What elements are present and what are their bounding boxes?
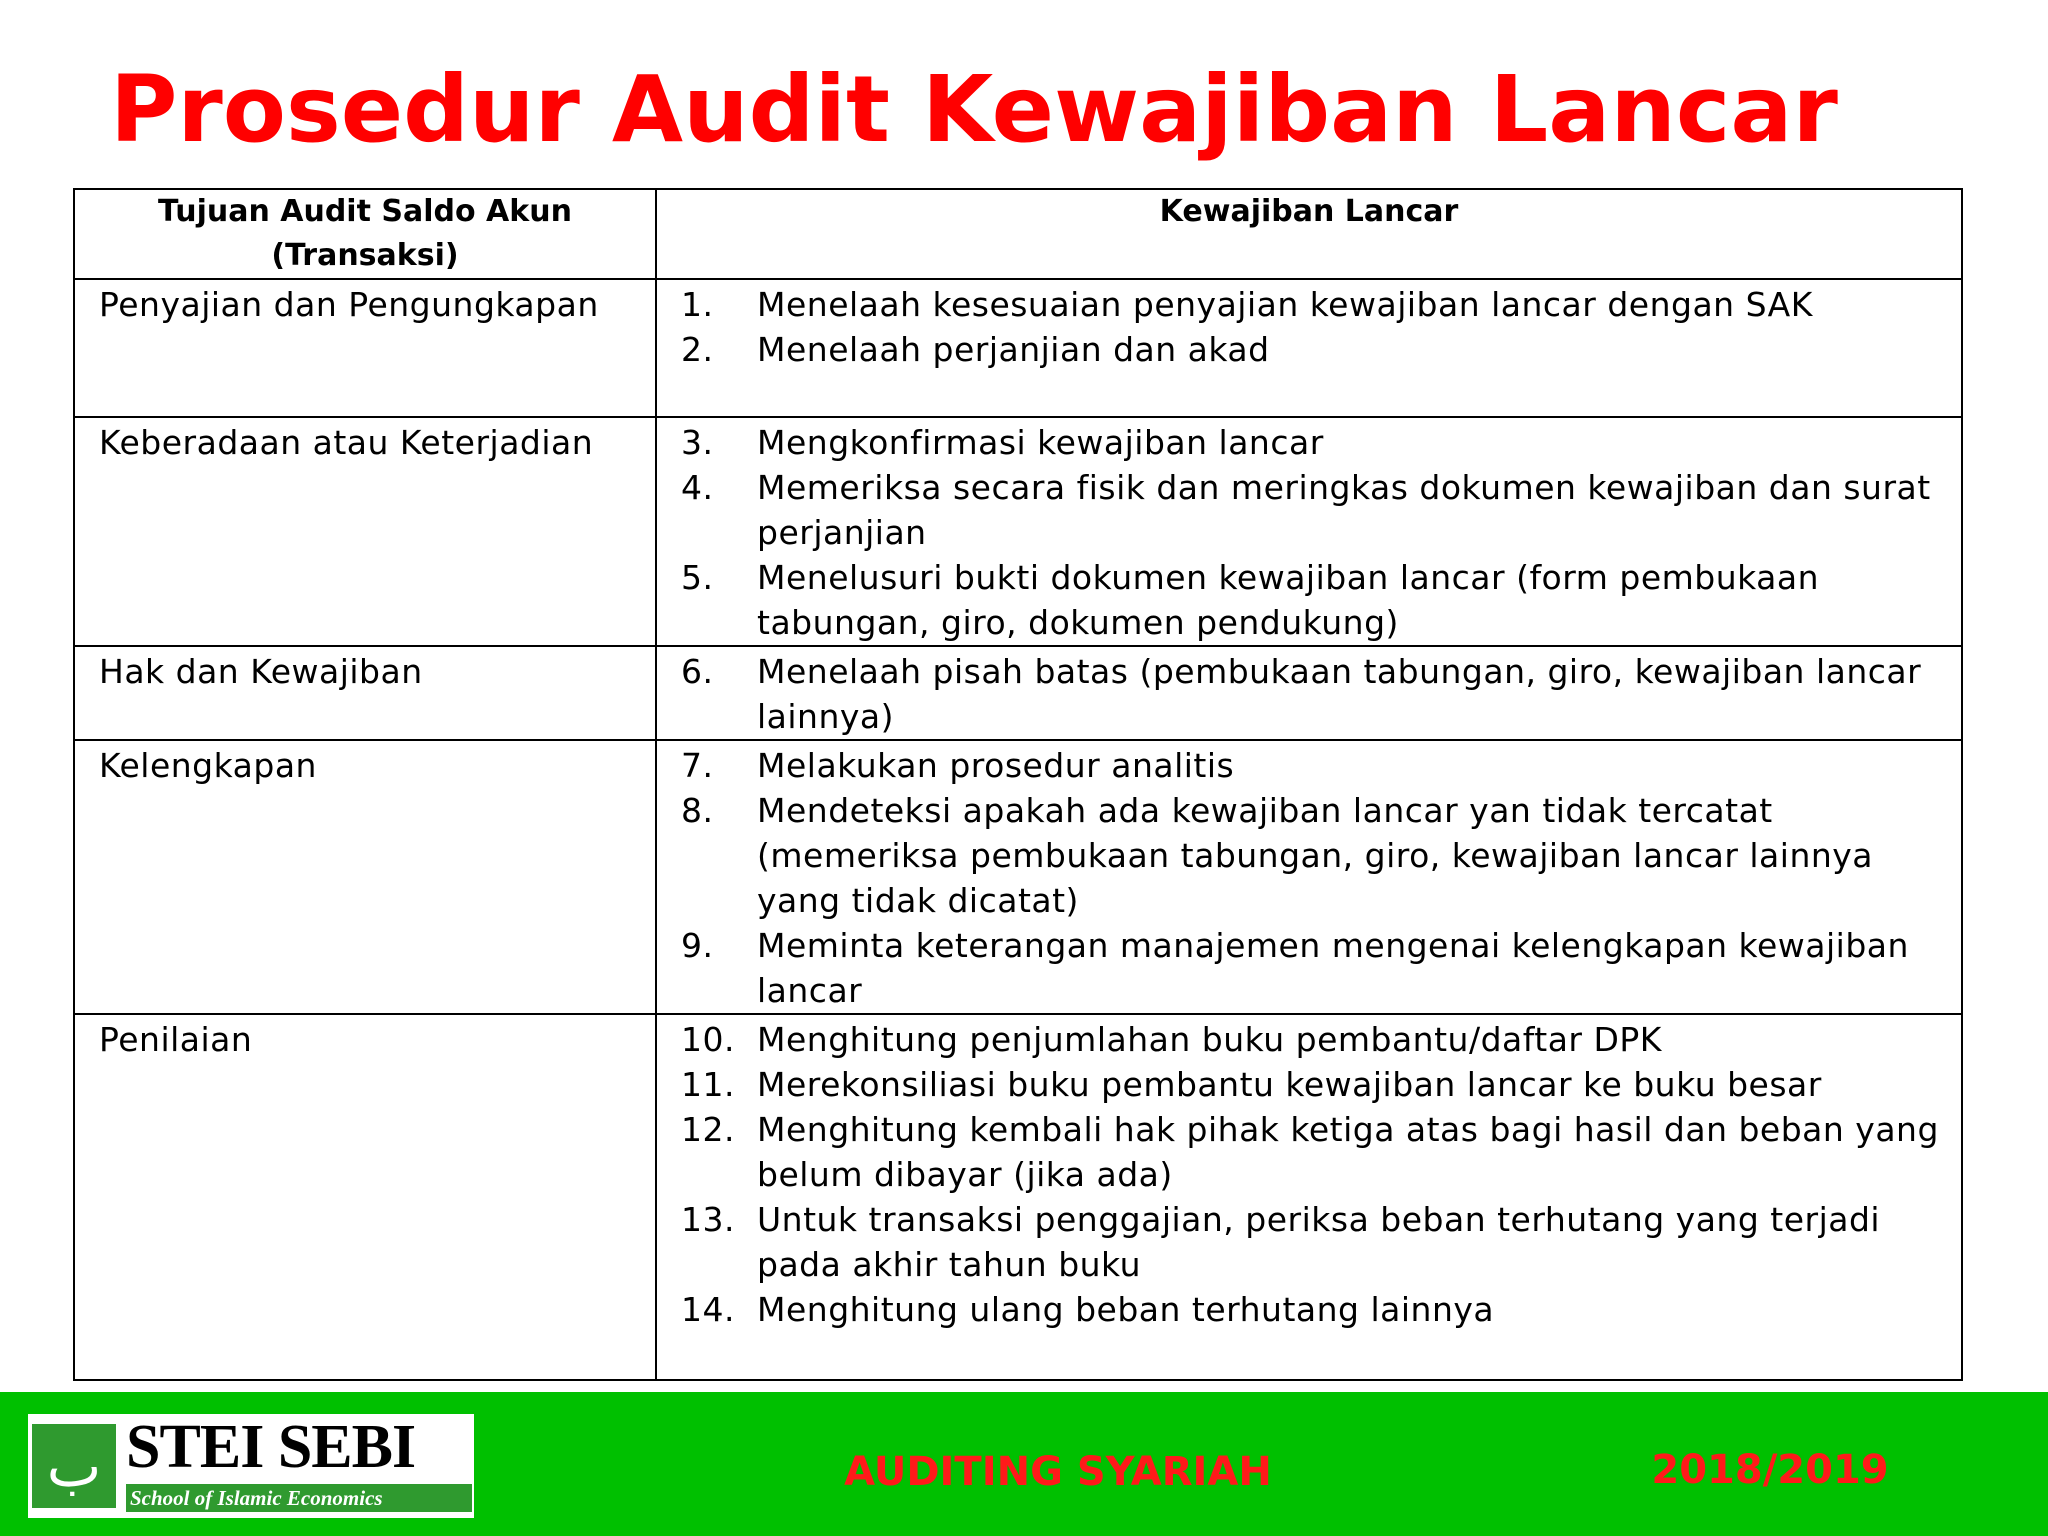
procedure-number: 6. xyxy=(681,652,714,691)
procedure-text: Menelusuri bukti dokumen kewajiban lancar (form pembukaan tabungan, giro, dokumen pendukung) xyxy=(757,558,1820,642)
logo-emblem-icon: ب xyxy=(32,1424,116,1508)
procedure-item xyxy=(681,1062,1953,1107)
procedure-text: Menghitung kembali hak pihak ketiga atas bagi hasil dan beban yang belum dibayar (jika ada) xyxy=(757,1110,1939,1194)
procedure-item xyxy=(681,1017,1953,1062)
procedure-text: Menelaah pisah batas (pembukaan tabungan, giro, kewajiban lancar lainnya) xyxy=(757,652,1922,736)
procedures-cell xyxy=(656,646,1962,740)
table-row xyxy=(74,279,1962,417)
procedure-number: 10. xyxy=(681,1020,735,1059)
procedure-number: 14. xyxy=(681,1290,735,1329)
objective-label: Keberadaan atau Keterjadian xyxy=(99,423,594,462)
procedure-text: Menghitung penjumlahan buku pembantu/daftar DPK xyxy=(757,1020,1662,1059)
procedure-item xyxy=(681,788,1953,923)
footer-bar xyxy=(0,1392,2048,1536)
procedure-list xyxy=(657,647,1961,739)
procedure-item xyxy=(681,1107,1953,1197)
procedures-cell xyxy=(656,1014,1962,1380)
procedures-cell xyxy=(656,740,1962,1014)
procedure-number: 4. xyxy=(681,468,714,507)
procedure-text: Melakukan prosedur analitis xyxy=(757,746,1235,785)
academic-year: 2018/2019 xyxy=(1651,1447,1889,1493)
objective-label: Hak dan Kewajiban xyxy=(99,652,423,691)
procedure-number: 1. xyxy=(681,285,714,324)
objective-cell xyxy=(74,417,656,646)
procedure-item xyxy=(681,923,1953,1013)
procedure-number: 11. xyxy=(681,1065,735,1104)
procedure-text: Menelaah perjanjian dan akad xyxy=(757,330,1270,369)
table-row xyxy=(74,1014,1962,1380)
procedure-number: 9. xyxy=(681,926,714,965)
objective-cell xyxy=(74,279,656,417)
header-objective-line1: Tujuan Audit Saldo Akun xyxy=(158,194,572,229)
institution-logo xyxy=(28,1414,474,1518)
procedure-text: Menghitung ulang beban terhutang lainnya xyxy=(757,1290,1495,1329)
procedure-number: 8. xyxy=(681,791,714,830)
procedure-text: Memeriksa secara fisik dan meringkas dokumen kewajiban dan surat perjanjian xyxy=(757,468,1931,552)
procedure-list xyxy=(657,1015,1961,1332)
procedure-text: Mendeteksi apakah ada kewajiban lancar yan tidak tercatat (memeriksa pembukaan tabungan, giro, kewajiban lancar lainnya yang tidak dicatat) xyxy=(757,791,1874,920)
procedure-item xyxy=(681,282,1953,327)
procedure-text: Meminta keterangan manajemen mengenai kelengkapan kewajiban lancar xyxy=(757,926,1909,1010)
procedure-number: 2. xyxy=(681,330,714,369)
procedure-text: Menelaah kesesuaian penyajian kewajiban lancar dengan SAK xyxy=(757,285,1813,324)
procedure-number: 7. xyxy=(681,746,714,785)
procedure-item xyxy=(681,465,1953,555)
procedure-number: 5. xyxy=(681,558,714,597)
table-header-row xyxy=(74,189,1962,279)
procedure-item xyxy=(681,1287,1953,1332)
procedures-cell xyxy=(656,417,1962,646)
course-name: AUDITING SYARIAH xyxy=(844,1449,1272,1495)
objective-cell xyxy=(74,646,656,740)
procedure-number: 13. xyxy=(681,1200,735,1239)
procedure-number: 12. xyxy=(681,1110,735,1149)
objective-label: Penilaian xyxy=(99,1020,253,1059)
slide-title: Prosedur Audit Kewajiban Lancar xyxy=(110,56,1838,163)
table-row xyxy=(74,646,1962,740)
procedure-item xyxy=(681,743,1953,788)
procedure-list xyxy=(657,418,1961,645)
procedure-text: Mengkonfirmasi kewajiban lancar xyxy=(757,423,1324,462)
procedure-text: Merekonsiliasi buku pembantu kewajiban lancar ke buku besar xyxy=(757,1065,1822,1104)
procedure-item xyxy=(681,555,1953,645)
procedure-item xyxy=(681,327,1953,372)
audit-procedure-table xyxy=(73,188,1963,1381)
procedure-item xyxy=(681,420,1953,465)
table-row xyxy=(74,740,1962,1014)
procedure-item xyxy=(681,649,1953,739)
header-procedures: Kewajiban Lancar xyxy=(656,189,1962,279)
procedure-item xyxy=(681,1197,1953,1287)
header-objective-line2: (Transaksi) xyxy=(271,238,459,273)
table-row xyxy=(74,417,1962,646)
objective-cell xyxy=(74,1014,656,1380)
logo-name: STEI SEBI xyxy=(126,1413,416,1481)
procedure-number: 3. xyxy=(681,423,714,462)
objective-label: Penyajian dan Pengungkapan xyxy=(99,285,599,324)
objective-cell xyxy=(74,740,656,1014)
header-objective xyxy=(74,189,656,279)
objective-label: Kelengkapan xyxy=(99,746,317,785)
procedure-list xyxy=(657,280,1961,372)
logo-subtitle: School of Islamic Economics xyxy=(126,1484,472,1512)
procedure-text: Untuk transaksi penggajian, periksa beban terhutang yang terjadi pada akhir tahun buku xyxy=(757,1200,1881,1284)
procedure-list xyxy=(657,741,1961,1013)
procedures-cell xyxy=(656,279,1962,417)
